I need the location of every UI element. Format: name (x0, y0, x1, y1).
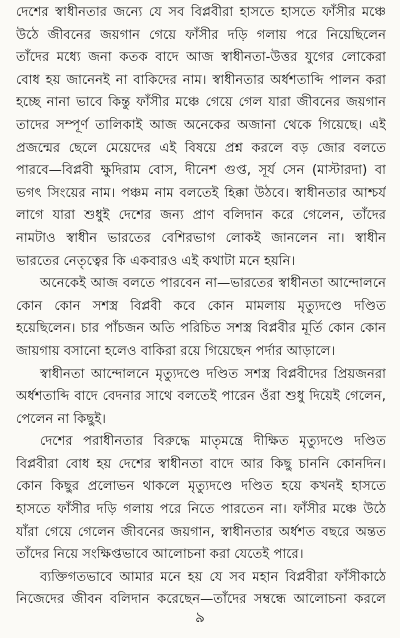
text-line: কোন কোন সশস্ত্র বিপ্লবী কবে কোন মামলায় মৃত্যুদণ্ডে দণ্ডিত (16, 298, 386, 314)
text-line: ভগৎ সিংয়ের নাম। পঞ্চম নাম বলতেই হিক্কা উঠবে। স্বাধীনতার আশ্চর্য (16, 185, 386, 201)
text-line: দেশের স্বাধীনতার জন্যে যে সব বিপ্লবীরা হাসতে হাসতে ফাঁসীর মঞ্চে (16, 5, 386, 20)
text-line: বিপ্লবীরা বোধ হয় দেশের স্বাধীনতা বাদে আর কিছু চাননি কোনদিন। (16, 456, 386, 472)
text-line: যাঁরা গেয়ে গেলেন জীবনের জয়গান, স্বাধীনতার অর্ধশত বছরে অন্তত (16, 524, 386, 540)
text-line: তাদের সম্পূর্ণ তালিকাই আজ অনেকের অজানা থেকে গিয়েছে। এই (16, 117, 386, 133)
text-line: অনেকেই আজ বলতে পারবেন না—ভারতের স্বাধীনতা আন্দোলনে (40, 276, 386, 292)
text-line: নিজেদের জীবন বলিদান করেছেন—তাঁদের সম্বন্ধে আলোচনা করলে (16, 592, 386, 608)
text-line: ভারতের নেতৃত্বের কি একবারও এই কথাটা মনে হয়নি। (16, 253, 296, 269)
text-line: হাসতে ফাঁসীর দড়ি গলায় পরে নিতে পারতেন না। ফাঁসীর মঞ্চে উঠে (16, 502, 386, 518)
text-line: হয়েছিলেন। চার পাঁচজন অতি পরিচিত সশস্ত্র বিপ্লবীর মূর্তি কোন কোন (16, 321, 386, 337)
text-line: দেশের পরাধীনতার বিরুদ্ধে মাতৃমন্ত্রে দীক্ষিত মৃত্যুদণ্ডে দণ্ডিত (40, 434, 386, 450)
text-line: ব্যক্তিগতভাবে আমার মনে হয় যে সব মহান বিপ্লবীরা ফাঁসীকাঠে (40, 569, 386, 585)
text-line: বোধ হয় জানেনই না বাকিদের নাম। স্বাধীনতার অর্ধশতাব্দি পালন করা (16, 72, 386, 88)
text-line: হচ্ছে নানা ভাবে কিন্তু ফাঁসীর মঞ্চে গেয়ে গেল যারা জীবনের জয়গান (16, 95, 386, 111)
text-line: অর্ধশতাব্দি বাদে বেদনার সাথে বলতেই পারেন ওঁরা শুধু দিয়েই গেলেন, (16, 389, 386, 405)
text-line: লাগে যারা শুধুই দেশের জন্য প্রাণ বলিদান করে গেলেন, তাঁদের (16, 208, 386, 224)
document-page (16, 0, 386, 638)
text-line: তাঁদের মধ্যে জনা কতক বাদে আজ স্বাধীনতা-উত্তর যুগের লোকেরা (16, 50, 386, 66)
text-line: প্রজন্মের ছেলে মেয়েদের এই বিষয়ে প্রশ্ন করলে বড় জোর বলতে (16, 140, 386, 156)
text-line: নামটাও স্বাধীন ভারতের বেশিরভাগ লোকই জানলেন না। স্বাধীন (16, 230, 386, 246)
text-line: উঠে জীবনের জয়গান গেয়ে ফাঁসীর দড়ি গলায় পরে নিয়েছিলেন (16, 27, 386, 43)
body-text (16, 0, 386, 612)
text-line: স্বাধীনতা আন্দোলনে মৃত্যুদণ্ডে দণ্ডিত সশস্ত্র বিপ্লবীদের প্রিয়জনরা (40, 366, 386, 382)
text-line: পেলেন না কিছুই। (16, 411, 106, 427)
text-line: জায়গায় বসানো হলেও বাকিরা রয়ে গিয়েছেন পর্দার আড়ালে। (16, 343, 336, 359)
page-number: ৯ (195, 608, 205, 626)
text-line: কোন কিছুর প্রলোভন থাকলে মৃত্যুদণ্ডে দণ্ডিত হয়ে কখনই হাসতে (16, 479, 386, 495)
text-line: পারবে—বিপ্লবী ক্ষুদিরাম বোস, দীনেশ গুপ্ত, সূর্য সেন (মাস্টারদা) বা (16, 163, 386, 179)
text-line: তাঁদের নিয়ে সংক্ষিপ্তভাবে আলোচনা করা যেতেই পারে। (16, 547, 304, 563)
